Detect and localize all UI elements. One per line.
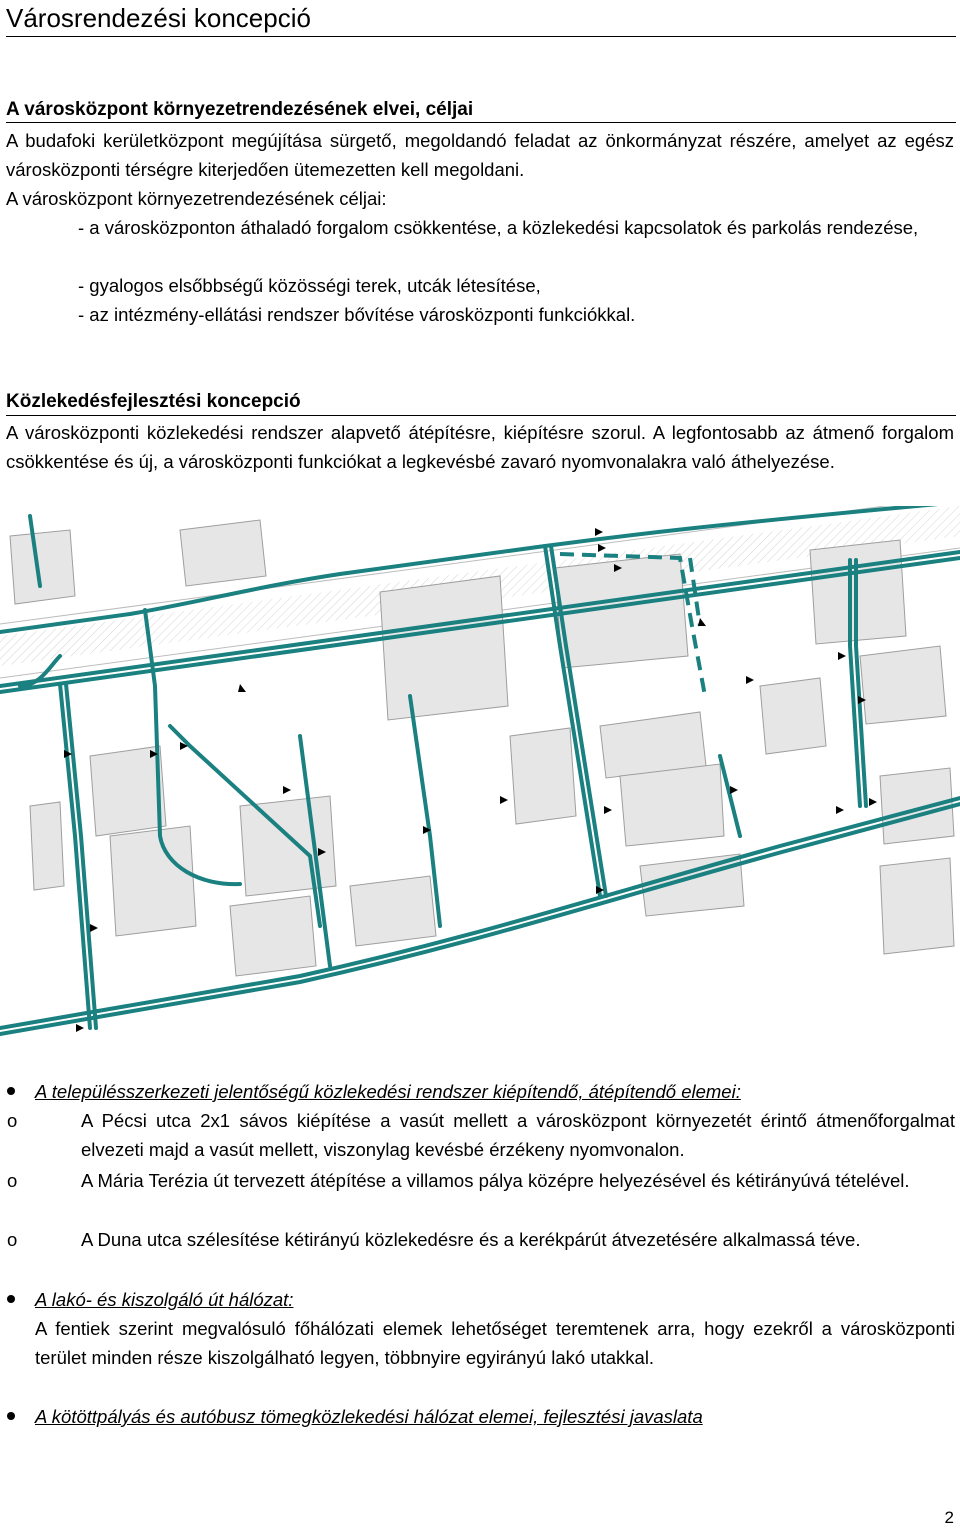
street-network-map <box>0 506 960 1050</box>
title-divider <box>6 36 956 37</box>
intro-paragraph: A budafoki kerületközpont megújítása sürgető, megoldandó feladat az önkormányzat részére, amelyet az egész városközponti térségre kiterjedően ütemezetten kell megoldani. <box>6 130 954 180</box>
goal-item: - gyalogos elsőbbségű közösségi terek, utcák létesítése, <box>78 275 541 296</box>
sub-bullet-marker: o <box>7 1229 18 1250</box>
bullet-marker <box>7 1295 15 1303</box>
section-divider <box>6 122 956 123</box>
sub-item-maria-terezia: A Mária Terézia út tervezett átépítése a villamos pálya középre helyezésével és kétirányúvá tételével. <box>81 1170 910 1191</box>
goals-intro: A városközpont környezetrendezésének céljai: <box>6 188 387 209</box>
bullet-title: A lakó- és kiszolgáló út hálózat: <box>35 1289 294 1310</box>
bullet-paragraph: A fentiek szerint megvalósuló főhálózati elemek lehetőséget teremtenek arra, hogy ezekről a városközponti terület minden része kiszolgálható legyen, többnyire egyirányú lakó utakkal. <box>35 1318 955 1368</box>
document-title: Városrendezési koncepció <box>6 3 311 33</box>
bullet-marker <box>7 1087 15 1095</box>
bullet-title: A kötöttpályás és autóbusz tömegközlekedési hálózat elemei, fejlesztési javaslata <box>35 1406 703 1427</box>
page-number: 2 <box>944 1508 954 1527</box>
goal-item: - az intézmény-ellátási rendszer bővítése városközponti funkciókkal. <box>78 304 636 325</box>
section-heading-transport: Közlekedésfejlesztési koncepció <box>6 391 301 412</box>
section-divider <box>6 415 956 416</box>
section-heading-environment: A városközpont környezetrendezésének elvei, céljai <box>6 99 474 120</box>
bullet-title: A településszerkezeti jelentőségű közlekedési rendszer kiépítendő, átépítendő elemei: <box>35 1081 741 1102</box>
transport-paragraph: A városközponti közlekedési rendszer alapvető átépítésre, kiépítésre szorul. A legfontosabb az átmenő forgalom csökkentése és új, a városközponti funkciókat a legkevésbé zavaró nyomvonalakra való áthelyezése. <box>6 422 954 472</box>
sub-item-pecsi-utca: A Pécsi utca 2x1 sávos kiépítése a vasút mellett a városközpont környezetét érintő átmenőforgalmat elvezeti majd a vasút mellett, viszonylag kevésbé érzékeny nyomvonalon. <box>81 1110 955 1160</box>
sub-bullet-marker: o <box>7 1170 18 1191</box>
sub-bullet-marker: o <box>7 1110 18 1131</box>
bullet-marker <box>7 1412 15 1420</box>
sub-item-duna-utca: A Duna utca szélesítése kétirányú közlekedésre és a kerékpárút átvezetésére alkalmassá téve. <box>81 1229 861 1250</box>
goal-item: - a városközponton áthaladó forgalom csökkentése, a közlekedési kapcsolatok és parkolás rendezése, <box>78 217 919 238</box>
